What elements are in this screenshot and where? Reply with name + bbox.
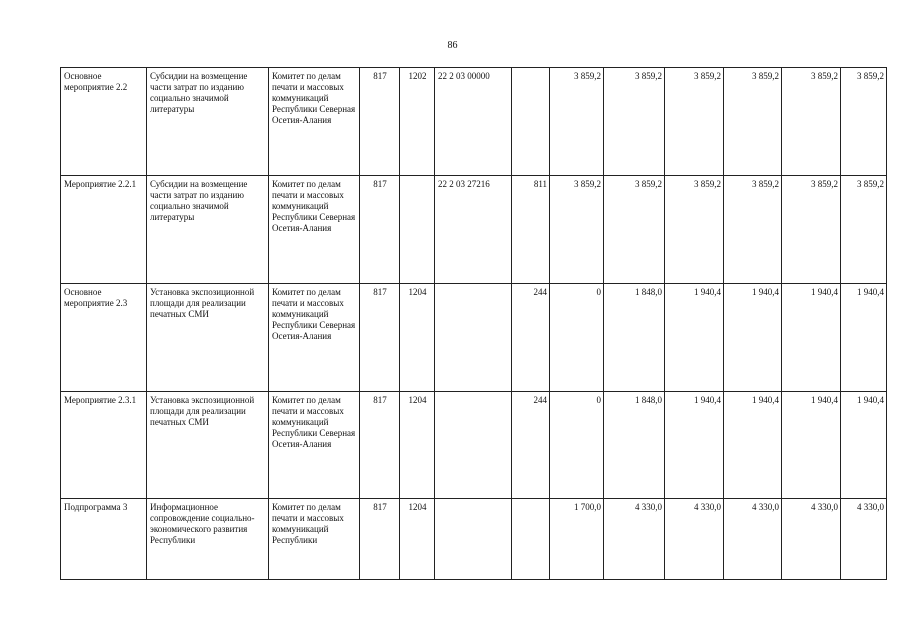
row-description-cell: Субсидии на возмещение части затрат по изданию социально значимой литературы xyxy=(147,176,269,284)
amount-cell: 3 859,2 xyxy=(841,176,887,284)
csr-cell xyxy=(435,284,512,392)
amount-cell: 3 859,2 xyxy=(604,68,665,176)
row-description-cell: Субсидии на возмещение части затрат по изданию социально значимой литературы xyxy=(147,68,269,176)
csr-cell: 22 2 03 27216 xyxy=(435,176,512,284)
rzpr-cell: 1204 xyxy=(400,392,435,499)
row-description-cell: Установка экспозиционной площади для реализации печатных СМИ xyxy=(147,284,269,392)
amount-cell: 3 859,2 xyxy=(550,176,604,284)
table-row xyxy=(61,176,887,284)
amount-cell: 4 330,0 xyxy=(665,499,724,580)
vr-cell xyxy=(512,68,550,176)
amount-cell: 3 859,2 xyxy=(841,68,887,176)
table-row xyxy=(61,284,887,392)
amount-cell: 3 859,2 xyxy=(604,176,665,284)
csr-cell: 22 2 03 00000 xyxy=(435,68,512,176)
amount-cell: 3 859,2 xyxy=(782,68,841,176)
row-executor-cell: Комитет по делам печати и массовых коммуникаций Республики Северная Осетия-Алания xyxy=(269,68,360,176)
row-name-cell: Основное мероприятие 2.3 xyxy=(61,284,147,392)
amount-cell: 1 940,4 xyxy=(724,284,782,392)
csr-cell xyxy=(435,499,512,580)
row-name-cell: Подпрограмма 3 xyxy=(61,499,147,580)
amount-cell: 1 940,4 xyxy=(841,392,887,499)
amount-cell: 3 859,2 xyxy=(665,68,724,176)
vr-cell xyxy=(512,499,550,580)
amount-cell: 4 330,0 xyxy=(724,499,782,580)
amount-cell: 1 940,4 xyxy=(665,284,724,392)
amount-cell: 3 859,2 xyxy=(665,176,724,284)
amount-cell: 1 940,4 xyxy=(782,284,841,392)
amount-cell: 0 xyxy=(550,284,604,392)
amount-cell: 3 859,2 xyxy=(782,176,841,284)
amount-cell: 1 940,4 xyxy=(841,284,887,392)
amount-cell: 3 859,2 xyxy=(550,68,604,176)
row-name-cell: Основное мероприятие 2.2 xyxy=(61,68,147,176)
table-row xyxy=(61,499,887,580)
table-row xyxy=(61,68,887,176)
page-number: 86 xyxy=(447,40,458,51)
row-executor-cell: Комитет по делам печати и массовых коммуникаций Республики xyxy=(269,499,360,580)
amount-cell: 1 848,0 xyxy=(604,392,665,499)
amount-cell: 4 330,0 xyxy=(782,499,841,580)
csr-cell xyxy=(435,392,512,499)
amount-cell: 1 940,4 xyxy=(782,392,841,499)
amount-cell: 3 859,2 xyxy=(724,68,782,176)
rzpr-cell: 1204 xyxy=(400,499,435,580)
amount-cell: 4 330,0 xyxy=(841,499,887,580)
amount-cell: 1 940,4 xyxy=(665,392,724,499)
row-executor-cell: Комитет по делам печати и массовых коммуникаций Республики Северная Осетия-Алания xyxy=(269,284,360,392)
grbs-cell: 817 xyxy=(360,176,400,284)
rzpr-cell xyxy=(400,176,435,284)
row-description-cell: Информационное сопровождение социально-экономического развития Республики xyxy=(147,499,269,580)
amount-cell: 0 xyxy=(550,392,604,499)
amount-cell: 4 330,0 xyxy=(604,499,665,580)
row-executor-cell: Комитет по делам печати и массовых коммуникаций Республики Северная Осетия-Алания xyxy=(269,176,360,284)
rzpr-cell: 1204 xyxy=(400,284,435,392)
rzpr-cell: 1202 xyxy=(400,68,435,176)
row-name-cell: Мероприятие 2.2.1 xyxy=(61,176,147,284)
budget-table xyxy=(60,67,887,580)
grbs-cell: 817 xyxy=(360,284,400,392)
grbs-cell: 817 xyxy=(360,392,400,499)
grbs-cell: 817 xyxy=(360,68,400,176)
amount-cell: 1 940,4 xyxy=(724,392,782,499)
amount-cell: 1 700,0 xyxy=(550,499,604,580)
amount-cell: 3 859,2 xyxy=(724,176,782,284)
amount-cell: 1 848,0 xyxy=(604,284,665,392)
grbs-cell: 817 xyxy=(360,499,400,580)
row-description-cell: Установка экспозиционной площади для реализации печатных СМИ xyxy=(147,392,269,499)
row-executor-cell: Комитет по делам печати и массовых коммуникаций Республики Северная Осетия-Алания xyxy=(269,392,360,499)
row-name-cell: Мероприятие 2.3.1 xyxy=(61,392,147,499)
table-row xyxy=(61,392,887,499)
vr-cell: 811 xyxy=(512,176,550,284)
vr-cell: 244 xyxy=(512,392,550,499)
vr-cell: 244 xyxy=(512,284,550,392)
